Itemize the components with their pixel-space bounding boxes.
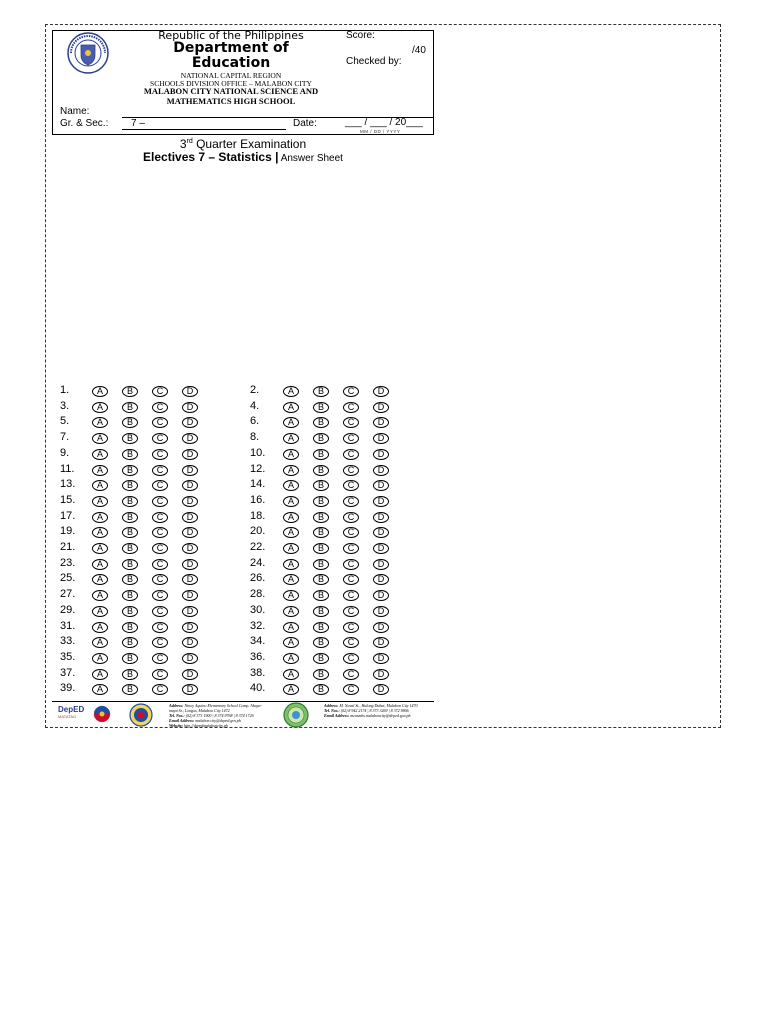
answer-bubble-d[interactable]: D	[182, 449, 198, 460]
answer-bubble-a[interactable]: A	[283, 637, 299, 648]
answer-bubble-a[interactable]: A	[92, 543, 108, 554]
answer-bubble-d[interactable]: D	[373, 433, 389, 444]
footer-right-contact	[324, 703, 432, 718]
answer-bubble-c[interactable]: C	[343, 417, 359, 428]
answer-bubble-d[interactable]: D	[182, 637, 198, 648]
answer-bubble-c[interactable]: C	[152, 559, 168, 570]
question-number: 13.	[60, 478, 76, 491]
answer-bubble-a[interactable]: A	[283, 402, 299, 413]
deped-seal-icon	[64, 32, 112, 74]
answer-bubble-a[interactable]: A	[283, 574, 299, 585]
date-label: Date:	[293, 118, 317, 129]
answer-bubble-d[interactable]: D	[182, 606, 198, 617]
question-number: 37.	[60, 666, 76, 679]
answer-bubble-b[interactable]: B	[122, 606, 138, 617]
deped-logo-subtext: MATATAG	[58, 714, 77, 719]
left-address-line	[169, 703, 269, 713]
answer-bubble-d[interactable]: D	[182, 543, 198, 554]
answer-bubble-b[interactable]: B	[122, 386, 138, 397]
answer-bubble-b[interactable]: B	[313, 653, 329, 664]
answer-bubble-b[interactable]: B	[313, 559, 329, 570]
question-number: 29.	[60, 603, 76, 616]
answer-bubble-a[interactable]: A	[283, 653, 299, 664]
answer-bubble-b[interactable]: B	[313, 622, 329, 633]
question-number: 4.	[250, 399, 260, 412]
answer-bubble-b[interactable]: B	[313, 606, 329, 617]
answer-bubble-b[interactable]: B	[122, 637, 138, 648]
answer-bubble-c[interactable]: C	[343, 622, 359, 633]
answer-bubble-c[interactable]: C	[343, 480, 359, 491]
answer-bubble-a[interactable]: A	[283, 465, 299, 476]
right-tel: (02) 8 942 2174 | 8 373 3269 | 8 372 9806	[340, 708, 409, 713]
bagong-pilipinas-logo-icon	[91, 705, 113, 723]
right-address-label: Address:	[324, 703, 339, 708]
question-number: 28.	[250, 588, 266, 601]
answer-bubble-c[interactable]: C	[152, 465, 168, 476]
answer-bubble-c[interactable]: C	[152, 449, 168, 460]
department-title-line2: Education	[191, 55, 271, 71]
question-number: 9.	[60, 446, 70, 459]
answer-bubble-a[interactable]: A	[92, 512, 108, 523]
answer-bubble-d[interactable]: D	[373, 637, 389, 648]
score-label: Score:	[346, 30, 375, 41]
answer-bubble-c[interactable]: C	[152, 496, 168, 507]
answer-bubble-c[interactable]: C	[343, 465, 359, 476]
answer-bubble-b[interactable]: B	[313, 402, 329, 413]
answer-bubble-a[interactable]: A	[283, 417, 299, 428]
answer-bubble-c[interactable]: C	[152, 684, 168, 695]
answer-bubble-b[interactable]: B	[122, 512, 138, 523]
answer-bubble-d[interactable]: D	[182, 512, 198, 523]
answer-bubble-a[interactable]: A	[92, 637, 108, 648]
question-number: 6.	[250, 415, 260, 428]
question-number: 38.	[250, 666, 266, 679]
answer-bubble-b[interactable]: B	[313, 449, 329, 460]
right-tel-label: Tel. Nos.:	[324, 708, 340, 713]
quarter-ordinal: 3	[179, 137, 187, 151]
grade-section-field[interactable]	[122, 129, 286, 130]
question-number: 24.	[250, 556, 266, 569]
school-name	[130, 87, 332, 106]
answer-bubble-a[interactable]: A	[92, 606, 108, 617]
answer-bubble-a[interactable]: A	[283, 559, 299, 570]
division-label: SCHOOLS DIVISION OFFICE – MALABON CITY	[150, 79, 312, 88]
right-email-line	[324, 713, 432, 718]
answer-bubble-d[interactable]: D	[373, 465, 389, 476]
question-number: 10.	[250, 446, 266, 459]
question-number: 35.	[60, 650, 76, 663]
question-number: 22.	[250, 541, 266, 553]
answer-bubble-d[interactable]: D	[182, 417, 198, 428]
answer-bubble-b[interactable]: B	[122, 590, 138, 601]
answer-bubble-a[interactable]: A	[92, 417, 108, 428]
answer-bubble-c[interactable]: C	[343, 669, 359, 680]
answer-bubble-c[interactable]: C	[343, 606, 359, 617]
answer-bubble-a[interactable]: A	[283, 669, 299, 680]
answer-bubble-c[interactable]: C	[152, 417, 168, 428]
question-number: 39.	[60, 682, 76, 695]
answer-bubble-a[interactable]: A	[92, 433, 108, 444]
deped-logo	[58, 705, 90, 727]
answer-bubble-d[interactable]: D	[373, 512, 389, 523]
department-title	[130, 41, 332, 71]
answer-bubble-a[interactable]: A	[92, 559, 108, 570]
date-field[interactable]: ___ / ___ / 20___	[345, 117, 423, 128]
answer-bubble-d[interactable]: D	[182, 465, 198, 476]
answer-bubble-b[interactable]: B	[122, 465, 138, 476]
school-seal-icon	[282, 702, 310, 728]
answer-bubble-c[interactable]: C	[343, 402, 359, 413]
answer-bubble-a[interactable]: A	[283, 433, 299, 444]
question-number: 5.	[60, 415, 70, 428]
answer-bubble-d[interactable]: D	[373, 402, 389, 413]
name-label: Name:	[60, 106, 90, 117]
question-number: 36.	[250, 650, 266, 663]
question-number: 19.	[60, 525, 76, 538]
answer-bubble-c[interactable]: C	[152, 512, 168, 523]
answer-bubble-c[interactable]: C	[152, 574, 168, 585]
answer-bubble-a[interactable]: A	[283, 512, 299, 523]
date-format-hint: MM / DD / YYYY	[360, 129, 401, 134]
division-seal-icon	[127, 703, 155, 727]
answer-bubble-b[interactable]: B	[122, 684, 138, 695]
left-email: malabon.city@deped.gov.ph	[195, 718, 241, 723]
question-number: 11.	[60, 462, 75, 475]
footer-divider	[52, 701, 434, 702]
answer-bubble-c[interactable]: C	[152, 606, 168, 617]
answer-bubble-c[interactable]: C	[152, 590, 168, 601]
answer-bubble-a[interactable]: A	[283, 606, 299, 617]
answer-bubble-d[interactable]: D	[182, 527, 198, 538]
answer-bubble-d[interactable]: D	[373, 386, 389, 397]
answer-bubble-d[interactable]: D	[182, 386, 198, 397]
question-number: 34.	[250, 635, 266, 648]
answer-bubble-a[interactable]: A	[283, 622, 299, 633]
answer-bubble-a[interactable]: A	[283, 590, 299, 601]
left-address: Ninoy Aquino Elementary School Comp. Abaya-maya St., Longos, Malabon City 1472	[169, 703, 262, 713]
right-email-label: Email Address:	[324, 713, 350, 718]
answer-bubble-d[interactable]: D	[373, 622, 389, 633]
answer-bubble-d[interactable]: D	[182, 402, 198, 413]
answer-bubble-d[interactable]: D	[182, 653, 198, 664]
grade-section-value: 7 –	[131, 118, 145, 129]
left-email-label: Email Address:	[169, 718, 195, 723]
answer-bubble-a[interactable]: A	[92, 684, 108, 695]
answer-bubble-c[interactable]: C	[343, 527, 359, 538]
question-number: 18.	[250, 509, 266, 522]
answer-bubble-b[interactable]: B	[122, 417, 138, 428]
answer-bubble-b[interactable]: B	[313, 417, 329, 428]
answer-bubble-a[interactable]: A	[92, 496, 108, 507]
answer-bubble-c[interactable]: C	[152, 669, 168, 680]
left-website-label: Website:	[169, 723, 183, 728]
question-number: 25.	[60, 572, 76, 585]
department-title-line1: Department of	[173, 40, 289, 56]
answer-bubble-c[interactable]: C	[343, 449, 359, 460]
answer-bubble-b[interactable]: B	[313, 386, 329, 397]
answer-bubble-d[interactable]: D	[182, 590, 198, 601]
question-number: 2.	[250, 384, 260, 396]
answer-bubble-c[interactable]: C	[152, 433, 168, 444]
answer-bubble-a[interactable]: A	[92, 574, 108, 585]
question-number: 27.	[60, 588, 76, 601]
left-website: http://depedmalaboncity.ph	[183, 723, 228, 728]
right-address: M. Naval St., Hulong Duhat, Malabon City 1470	[339, 703, 418, 708]
answer-bubble-b[interactable]: B	[313, 637, 329, 648]
answer-bubble-d[interactable]: D	[373, 606, 389, 617]
answer-bubble-c[interactable]: C	[343, 496, 359, 507]
answer-bubble-b[interactable]: B	[122, 543, 138, 554]
answer-bubble-c[interactable]: C	[152, 622, 168, 633]
question-number: 3.	[60, 399, 70, 412]
question-number: 31.	[60, 619, 76, 632]
answer-bubble-b[interactable]: B	[122, 622, 138, 633]
question-number: 21.	[60, 541, 76, 553]
answer-bubble-b[interactable]: B	[122, 496, 138, 507]
left-address-label: Address:	[169, 703, 184, 708]
question-number: 16.	[250, 493, 266, 506]
answer-bubble-c[interactable]: C	[343, 637, 359, 648]
answer-bubble-a[interactable]: A	[92, 590, 108, 601]
answer-bubble-c[interactable]: C	[343, 386, 359, 397]
answer-bubble-c[interactable]: C	[343, 574, 359, 585]
answer-bubble-a[interactable]: A	[92, 480, 108, 491]
answer-bubble-a[interactable]: A	[92, 402, 108, 413]
answer-bubble-b[interactable]: B	[313, 465, 329, 476]
answer-bubble-b[interactable]: B	[122, 449, 138, 460]
answer-bubble-d[interactable]: D	[182, 684, 198, 695]
left-tel: (02) 8 373 1900 | 8 374 9768 | 8 374 1726	[185, 713, 254, 718]
question-number: 14.	[250, 478, 266, 491]
answer-bubble-c[interactable]: C	[152, 527, 168, 538]
quarter-text: Quarter Examination	[192, 137, 307, 151]
answer-bubble-d[interactable]: D	[182, 433, 198, 444]
answer-bubble-c[interactable]: C	[152, 653, 168, 664]
answer-bubble-d[interactable]: D	[373, 669, 389, 680]
republic-label: Republic of the Philippines	[158, 29, 304, 42]
answer-bubble-c[interactable]: C	[152, 480, 168, 491]
answer-bubble-d[interactable]: D	[182, 480, 198, 491]
answer-bubble-d[interactable]: D	[182, 622, 198, 633]
answer-bubble-b[interactable]: B	[313, 684, 329, 695]
answer-bubble-b[interactable]: B	[313, 512, 329, 523]
answer-bubble-d[interactable]: D	[373, 684, 389, 695]
grade-section-label: Gr. & Sec.:	[60, 118, 109, 129]
answer-bubble-a[interactable]: A	[283, 543, 299, 554]
question-number: 26.	[250, 572, 266, 585]
answer-bubble-d[interactable]: D	[373, 559, 389, 570]
answer-bubble-b[interactable]: B	[122, 402, 138, 413]
score-max: /40	[412, 45, 426, 56]
answer-bubble-a[interactable]: A	[92, 465, 108, 476]
answer-bubble-b[interactable]: B	[122, 653, 138, 664]
answer-bubble-a[interactable]: A	[92, 622, 108, 633]
answer-bubble-a[interactable]: A	[92, 386, 108, 397]
answer-bubble-c[interactable]: C	[152, 543, 168, 554]
question-number: 32.	[250, 619, 266, 632]
question-number: 15.	[60, 493, 76, 506]
answer-bubble-d[interactable]: D	[373, 590, 389, 601]
question-number: 1.	[60, 384, 70, 396]
answer-bubble-c[interactable]: C	[343, 543, 359, 554]
answer-bubble-d[interactable]: D	[373, 449, 389, 460]
answer-bubble-b[interactable]: B	[313, 590, 329, 601]
answer-bubble-a[interactable]: A	[283, 527, 299, 538]
question-number: 23.	[60, 556, 76, 569]
answer-bubble-b[interactable]: B	[122, 433, 138, 444]
answer-bubble-c[interactable]: C	[343, 653, 359, 664]
answer-bubble-d[interactable]: D	[182, 574, 198, 585]
answer-bubble-a[interactable]: A	[283, 496, 299, 507]
answer-bubble-d[interactable]: D	[373, 574, 389, 585]
deped-logo-text: DepED	[58, 705, 85, 714]
right-email: mcnsmhs.malaboncity@deped.gov.ph	[350, 713, 411, 718]
answer-bubble-d[interactable]: D	[373, 653, 389, 664]
answer-bubble-d[interactable]: D	[182, 496, 198, 507]
answer-bubble-b[interactable]: B	[122, 559, 138, 570]
answer-bubble-b[interactable]: B	[313, 543, 329, 554]
answer-bubble-c[interactable]: C	[152, 402, 168, 413]
answer-bubble-c[interactable]: C	[343, 512, 359, 523]
answer-bubble-b[interactable]: B	[313, 527, 329, 538]
answer-bubble-d[interactable]: D	[182, 559, 198, 570]
answer-bubble-a[interactable]: A	[283, 386, 299, 397]
school-name-line1: MALABON CITY NATIONAL SCIENCE AND	[143, 86, 319, 96]
quarter-suffix: rd	[186, 138, 193, 145]
answer-bubble-c[interactable]: C	[343, 433, 359, 444]
answer-bubble-a[interactable]: A	[92, 653, 108, 664]
answer-bubble-a[interactable]: A	[283, 684, 299, 695]
answer-bubble-d[interactable]: D	[373, 527, 389, 538]
school-name-line2: MATHEMATICS HIGH SCHOOL	[166, 95, 296, 106]
question-number: 8.	[250, 431, 260, 444]
question-number: 40.	[250, 682, 266, 695]
answer-bubble-c[interactable]: C	[343, 559, 359, 570]
subject-title: Electives 7 – Statistics |	[143, 150, 279, 164]
answer-bubble-a[interactable]: A	[283, 480, 299, 491]
question-number: 30.	[250, 603, 266, 616]
answer-bubble-b[interactable]: B	[122, 527, 138, 538]
answer-bubble-b[interactable]: B	[122, 480, 138, 491]
footer-left-contact	[169, 703, 269, 728]
question-number: 20.	[250, 525, 266, 538]
answer-bubble-d[interactable]: D	[373, 480, 389, 491]
answer-bubble-d[interactable]: D	[373, 543, 389, 554]
answer-bubble-b[interactable]: B	[313, 669, 329, 680]
checked-by-label: Checked by:	[346, 56, 402, 67]
question-number: 12.	[250, 462, 266, 475]
answer-bubble-b[interactable]: B	[313, 496, 329, 507]
answer-bubble-a[interactable]: A	[92, 449, 108, 460]
subject-line	[52, 150, 434, 164]
answer-bubble-b[interactable]: B	[313, 574, 329, 585]
sheet-type: Answer Sheet	[278, 153, 343, 164]
left-tel-label: Tel. Nos.:	[169, 713, 185, 718]
exam-title	[52, 137, 434, 151]
answer-bubble-c[interactable]: C	[152, 637, 168, 648]
answer-bubble-d[interactable]: D	[373, 496, 389, 507]
answer-bubble-b[interactable]: B	[313, 480, 329, 491]
answer-bubble-c[interactable]: C	[343, 590, 359, 601]
answer-bubble-b[interactable]: B	[313, 433, 329, 444]
answer-bubble-c[interactable]: C	[343, 684, 359, 695]
answer-bubble-a[interactable]: A	[283, 449, 299, 460]
answer-bubble-b[interactable]: B	[122, 669, 138, 680]
answer-bubble-d[interactable]: D	[373, 417, 389, 428]
answer-bubble-c[interactable]: C	[152, 386, 168, 397]
answer-bubble-a[interactable]: A	[92, 527, 108, 538]
region-label: NATIONAL CAPITAL REGION	[180, 71, 282, 80]
left-website-line	[169, 723, 269, 728]
question-number: 7.	[60, 431, 70, 444]
answer-bubble-d[interactable]: D	[182, 669, 198, 680]
question-number: 33.	[60, 635, 76, 648]
question-number: 17.	[60, 509, 76, 522]
answer-bubble-b[interactable]: B	[122, 574, 138, 585]
answer-bubble-a[interactable]: A	[92, 669, 108, 680]
